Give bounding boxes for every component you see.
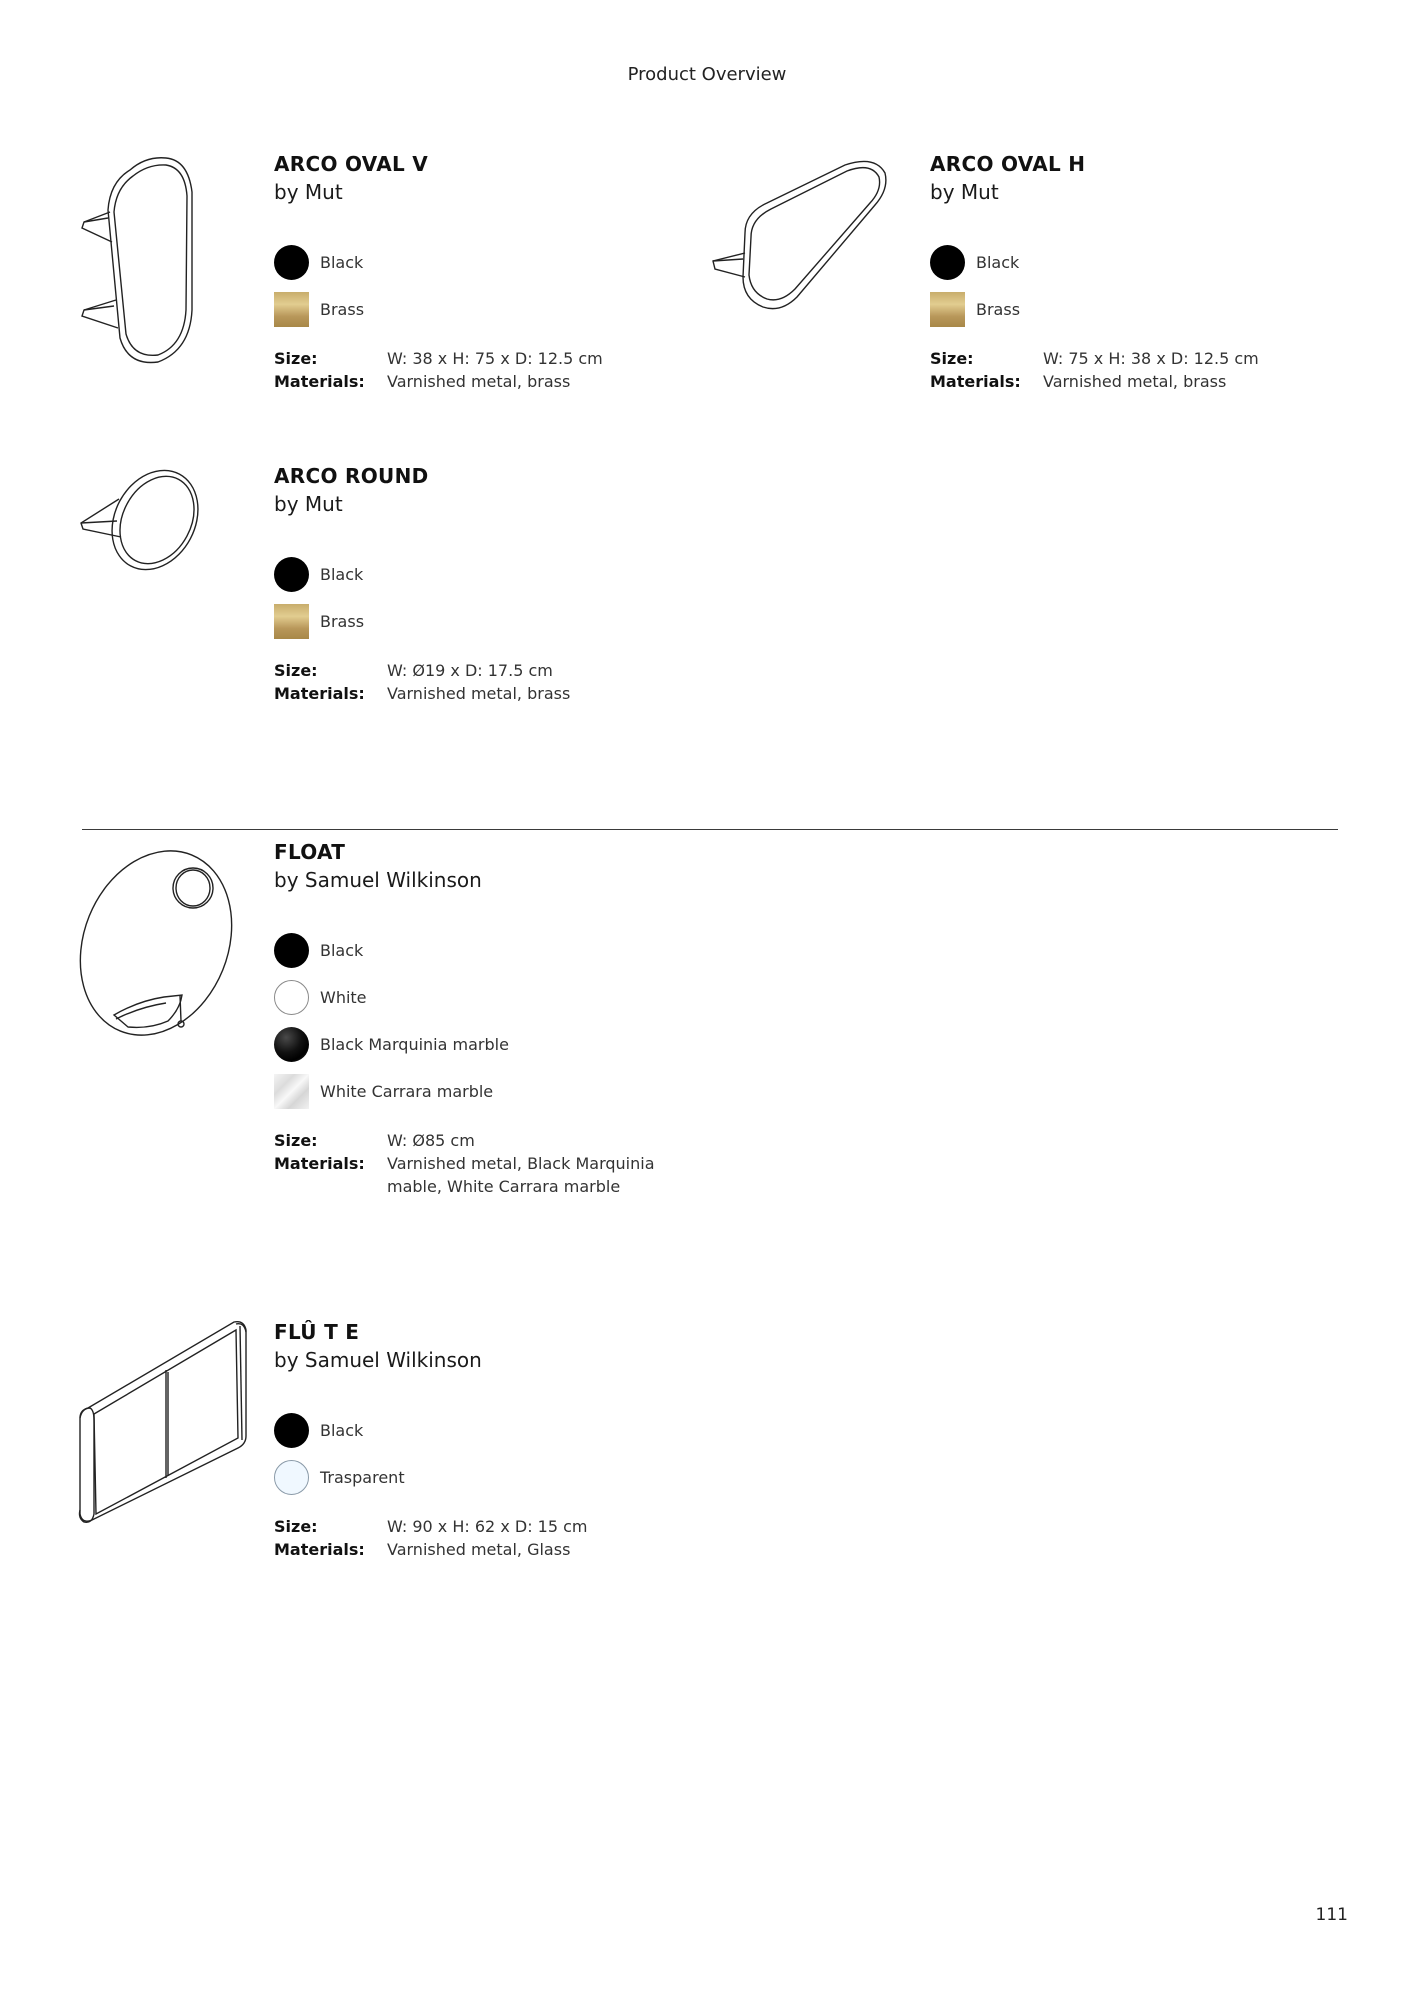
finish-label: White Carrara marble	[320, 1081, 494, 1101]
page-header-title: Product Overview	[627, 64, 787, 85]
spec-row-size	[274, 659, 704, 682]
black-swatch	[274, 245, 309, 280]
product-arco-oval-v	[274, 150, 704, 393]
spec-table	[274, 1515, 704, 1561]
finish-option	[274, 603, 704, 639]
brass-swatch	[274, 292, 309, 327]
product-designer: by Mut	[274, 492, 343, 516]
product-designer: by Mut	[930, 180, 999, 204]
brass-swatch	[930, 292, 965, 327]
product-designer: by Mut	[274, 180, 343, 204]
spec-row-materials	[930, 370, 1360, 393]
finish-option	[930, 291, 1360, 327]
spec-key: Size:	[274, 349, 318, 368]
product-name: ARCO OVAL H	[930, 152, 1086, 176]
spec-table	[274, 1129, 704, 1198]
product-name: ARCO ROUND	[274, 464, 429, 488]
finish-label: Black	[320, 1420, 364, 1440]
product-flute	[274, 1318, 704, 1561]
black-marble-swatch	[274, 1027, 309, 1062]
spec-key: Size:	[274, 1131, 318, 1150]
spec-row-size	[274, 1515, 704, 1538]
black-swatch	[274, 557, 309, 592]
black-swatch	[930, 245, 965, 280]
spec-row-size	[274, 1129, 704, 1152]
spec-key: Materials:	[274, 372, 365, 391]
transparent-swatch	[274, 1460, 309, 1495]
flute-illustration	[76, 1318, 248, 1528]
finish-option	[274, 1073, 704, 1109]
spec-value: W: Ø85 cm	[387, 1131, 475, 1150]
spec-row-materials	[274, 370, 704, 393]
page-number: 111	[1315, 1905, 1348, 1925]
spec-value: Varnished metal, brass	[387, 372, 571, 391]
finish-option	[274, 1459, 704, 1495]
finish-label: Brass	[320, 299, 365, 319]
finish-label: Black	[320, 940, 364, 960]
spec-key: Size:	[274, 661, 318, 680]
finish-option	[274, 291, 704, 327]
float-illustration	[78, 843, 238, 1043]
finish-label: Black Marquinia marble	[320, 1034, 509, 1054]
finish-label: Trasparent	[320, 1467, 405, 1487]
arco-oval-v-illustration	[70, 150, 210, 380]
product-name: ARCO OVAL V	[274, 152, 429, 176]
finish-option	[274, 1412, 704, 1448]
spec-value: W: 38 x H: 75 x D: 12.5 cm	[387, 349, 603, 368]
finish-option	[274, 556, 704, 592]
black-swatch	[274, 1413, 309, 1448]
finish-label: Brass	[976, 299, 1021, 319]
product-float	[274, 838, 704, 1198]
finish-option	[274, 932, 704, 968]
brass-swatch	[274, 604, 309, 639]
white-marble-swatch	[274, 1074, 309, 1109]
finish-option	[274, 244, 704, 280]
finish-list	[274, 556, 704, 639]
spec-key: Materials:	[274, 684, 365, 703]
product-name: FLÛ T E	[274, 1320, 360, 1344]
spec-table	[274, 659, 704, 705]
spec-row-materials	[274, 1152, 704, 1198]
spec-key: Size:	[274, 1517, 318, 1536]
spec-row-materials	[274, 1538, 704, 1561]
finish-option	[274, 1026, 704, 1062]
spec-value: Varnished metal, Black Marquinia mable, White Carrara marble	[387, 1154, 655, 1196]
spec-table	[930, 347, 1360, 393]
spec-row-materials	[274, 682, 704, 705]
spec-value: Varnished metal, Glass	[387, 1540, 571, 1559]
finish-label: Black	[320, 252, 364, 272]
finish-list	[930, 244, 1360, 327]
product-arco-round	[274, 462, 704, 705]
spec-value: W: 90 x H: 62 x D: 15 cm	[387, 1517, 588, 1536]
product-designer: by Samuel Wilkinson	[274, 1348, 482, 1372]
spec-value: W: Ø19 x D: 17.5 cm	[387, 661, 553, 680]
spec-key: Materials:	[274, 1540, 365, 1559]
finish-label: Brass	[320, 611, 365, 631]
finish-list	[274, 1412, 704, 1495]
finish-option	[274, 979, 704, 1015]
spec-value: Varnished metal, brass	[387, 684, 571, 703]
section-divider	[82, 829, 1338, 830]
spec-value: Varnished metal, brass	[1043, 372, 1227, 391]
product-name: FLOAT	[274, 840, 346, 864]
black-swatch	[274, 933, 309, 968]
white-swatch	[274, 980, 309, 1015]
spec-key: Materials:	[274, 1154, 365, 1173]
finish-list	[274, 932, 704, 1109]
spec-key: Materials:	[930, 372, 1021, 391]
spec-table	[274, 347, 704, 393]
product-arco-oval-h	[930, 150, 1360, 393]
finish-label: Black	[320, 564, 364, 584]
spec-row-size	[274, 347, 704, 370]
finish-list	[274, 244, 704, 327]
spec-value: W: 75 x H: 38 x D: 12.5 cm	[1043, 349, 1259, 368]
product-designer: by Samuel Wilkinson	[274, 868, 482, 892]
arco-round-illustration	[75, 465, 205, 580]
finish-label: Black	[976, 252, 1020, 272]
spec-row-size	[930, 347, 1360, 370]
finish-option	[930, 244, 1360, 280]
spec-key: Size:	[930, 349, 974, 368]
finish-label: White	[320, 987, 367, 1007]
arco-oval-h-illustration	[705, 155, 895, 315]
